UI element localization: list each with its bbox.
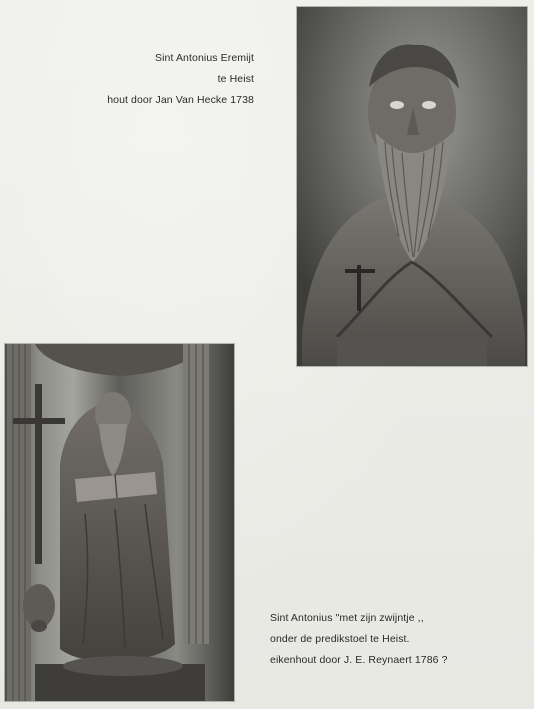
caption-statue [270, 608, 510, 671]
caption-bust-line-1: Sint Antonius Eremijt [155, 52, 254, 64]
bust-photo-illustration [297, 7, 527, 366]
caption-statue-line-2: onder de predikstoel te Heist. [270, 633, 410, 645]
caption-statue-line-3: eikenhout door J. E. Reynaert 1786 ? [270, 654, 448, 666]
statue-photo-illustration [5, 344, 234, 701]
bust-photo [297, 7, 527, 366]
statue-photo [5, 344, 234, 701]
caption-statue-line-1: Sint Antonius "met zijn zwijntje ,, [270, 612, 424, 624]
caption-bust-line-3: hout door Jan Van Hecke 1738 [107, 94, 254, 106]
caption-bust-line-2: te Heist [217, 73, 254, 85]
caption-bust [88, 48, 254, 111]
